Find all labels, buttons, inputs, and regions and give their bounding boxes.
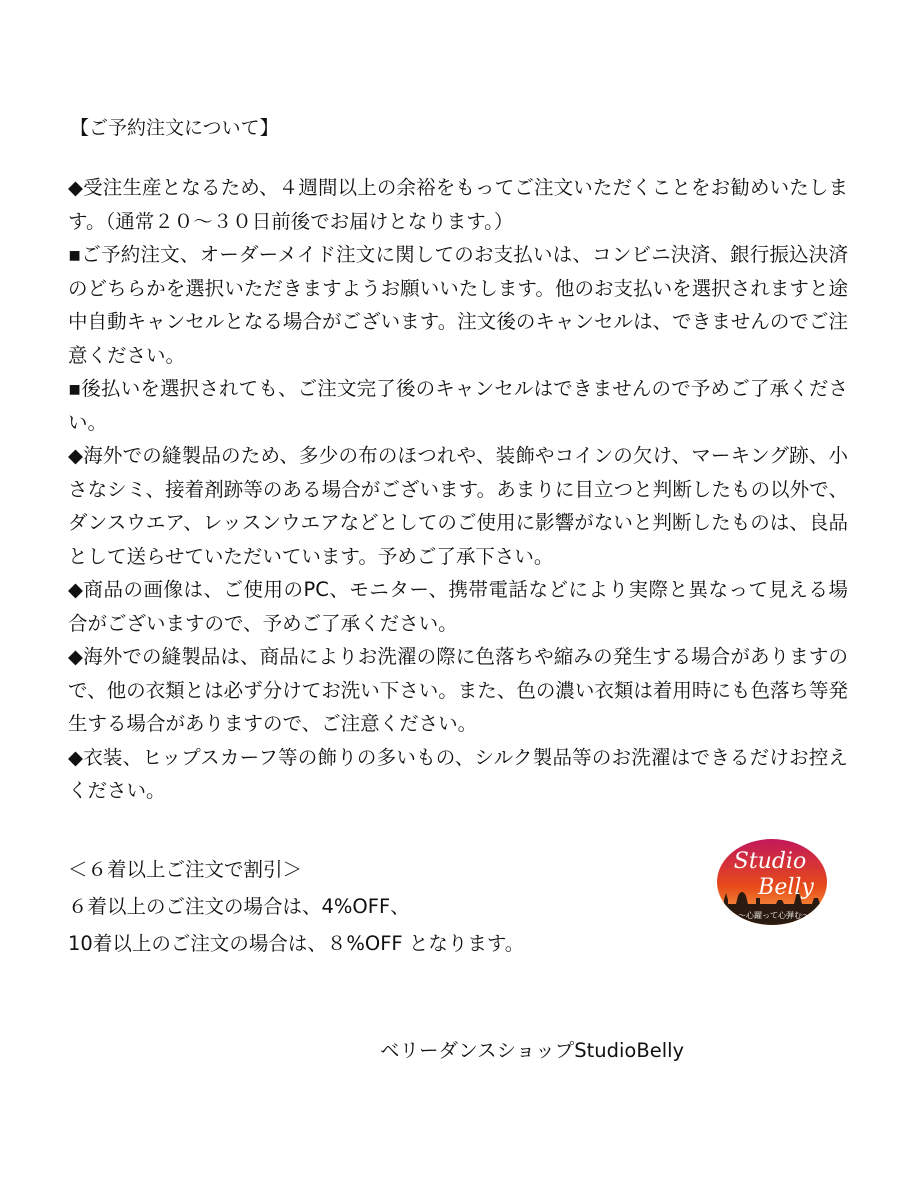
discount-line-6: ６着以上のご注文の場合は、4%OFF、 — [68, 895, 410, 918]
notes-list — [68, 171, 848, 808]
discount-line-10: 10着以上のご注文の場合は、８%OFF となります。 — [68, 932, 525, 955]
page-title: 【ご予約注文について】 — [70, 117, 279, 139]
note-deferred-payment: ▪後払いを選択されても、ご注文完了後のキャンセルはできませんので予めご了承ください。 — [68, 377, 848, 434]
logo-tagline: 〜心躍って心弾む〜 — [738, 911, 810, 920]
logo-text-belly: Belly — [758, 875, 814, 900]
note-washing-colorfast: ◆海外での縫製品は、商品によりお洗濯の際に色落ちや縮みの発生する場合がありますので、他の衣類とは必ず分けてお洗い下さい。また、色の濃い衣類は着用時にも色落ち等発生する場合がありますので、ご注意ください。 — [68, 645, 848, 735]
note-image-colors: ◆商品の画像は、ご使用のPC、モニター、携帯電話などにより実際と異なって見える場合がございますので、予めご了承ください。 — [68, 578, 848, 635]
note-washing-costumes: ◆衣装、ヒップスカーフ等の飾りの多いもの、シルク製品等のお洗濯はできるだけお控えください。 — [68, 745, 848, 802]
logo-text-studio: Studio — [733, 849, 807, 874]
studio-belly-logo — [716, 838, 828, 926]
discount-section — [68, 851, 668, 962]
note-sewing-defects: ◆海外での縫製品のため、多少の布のほつれや、装飾やコインの欠け、マーキング跡、小さなシミ、接着剤跡等のある場合がございます。あまりに目立つと判断したもの以外で、ダンスウエア、レッスンウエアなどとしてのご使用に影響がないと判断したものは、良品として送らせていただいています。予めご了承下さい。 — [68, 444, 848, 568]
discount-heading: ＜６着以上ご注文で割引＞ — [68, 858, 303, 881]
shop-signature: ベリーダンスショップStudioBelly — [380, 1039, 685, 1062]
note-payment-method: ▪ご予約注文、オーダーメイド注文に関してのお支払いは、コンビニ決済、銀行振込決済のどちらかを選択いただきますようお願いいたします。他のお支払いを選択されますと途中自動キャンセルとなる場合がございます。注文後のキャンセルは、できませんのでご注意ください。 — [68, 243, 848, 367]
note-production-time: ◆受注生産となるため、４週間以上の余裕をもってご注文いただくことをお勧めいたします。（通常２０〜３０日前後でお届けとなります。） — [68, 176, 848, 233]
